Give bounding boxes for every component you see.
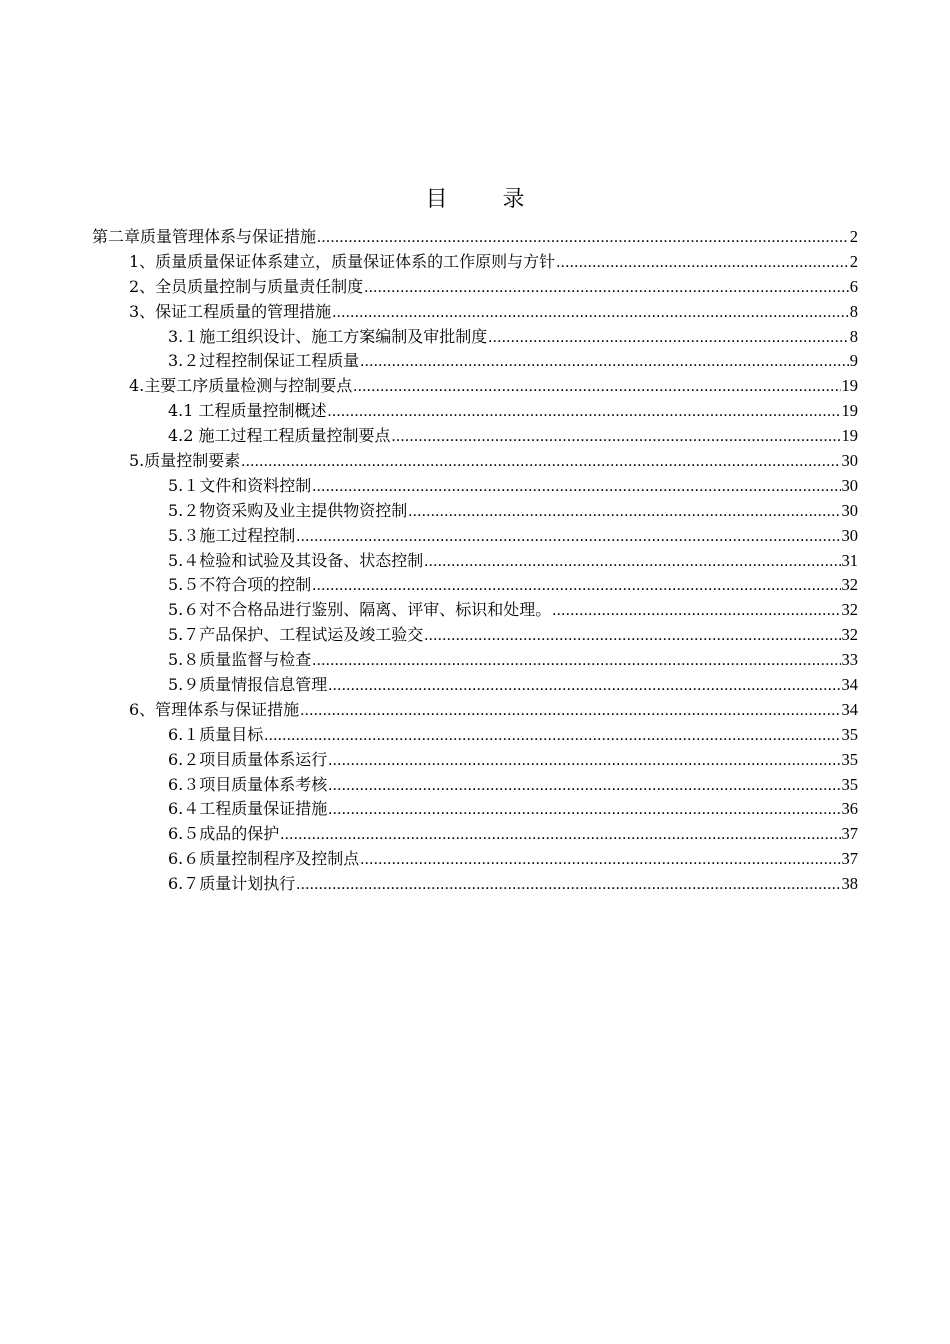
toc-entry[interactable] xyxy=(92,573,858,598)
toc-entry-page-number: 9 xyxy=(849,351,858,371)
toc-entry-page-number: 35 xyxy=(841,774,858,794)
toc-entry[interactable] xyxy=(92,549,858,574)
toc-dot-leader xyxy=(328,774,840,799)
toc-entry-label: 1、质量质量保证体系建立，质量保证体系的工作原则与方针 xyxy=(129,251,556,271)
toc-entry-page-number: 38 xyxy=(841,874,858,894)
toc-entry[interactable] xyxy=(92,374,858,399)
toc-dot-leader xyxy=(300,699,840,724)
toc-entry-page-number: 35 xyxy=(841,724,858,744)
toc-dot-leader xyxy=(312,574,840,599)
toc-entry[interactable] xyxy=(92,250,858,275)
toc-entry-label: 4.1 工程质量控制概述 xyxy=(168,401,327,421)
toc-dot-leader xyxy=(296,873,840,898)
toc-entry-label: 6.３项目质量体系考核 xyxy=(168,774,328,794)
toc-entry-page-number: 32 xyxy=(841,575,858,595)
toc-entry-page-number: 30 xyxy=(841,451,858,471)
toc-entry[interactable] xyxy=(92,773,858,798)
toc-entry-page-number: 32 xyxy=(841,625,858,645)
toc-entry-page-number: 6 xyxy=(849,276,858,296)
toc-entry-page-number: 30 xyxy=(841,475,858,495)
toc-entry-label: 5.８质量监督与检查 xyxy=(168,650,312,670)
toc-dot-leader xyxy=(317,226,849,251)
toc-dot-leader xyxy=(360,848,840,873)
toc-entry-page-number: 2 xyxy=(849,251,858,271)
toc-dot-leader xyxy=(556,251,849,276)
toc-entry-label: 第二章质量管理体系与保证措施 xyxy=(92,227,317,246)
toc-dot-leader xyxy=(328,798,840,823)
toc-entry-label: 4.主要工序质量检测与控制要点 xyxy=(129,376,353,396)
toc-entry[interactable] xyxy=(92,648,858,673)
toc-entry-label: 3、保证工程质量的管理措施 xyxy=(129,301,332,321)
toc-entry-page-number: 19 xyxy=(841,376,858,396)
toc-entry-page-number: 2 xyxy=(849,227,858,246)
toc-entry[interactable] xyxy=(92,748,858,773)
toc-dot-leader xyxy=(264,724,840,749)
toc-dot-leader xyxy=(296,525,840,550)
toc-entry-page-number: 36 xyxy=(841,799,858,819)
toc-dot-leader xyxy=(332,301,849,326)
toc-entry[interactable] xyxy=(92,499,858,524)
toc-entry-page-number: 19 xyxy=(841,401,858,421)
toc-dot-leader xyxy=(241,450,840,475)
toc-entry[interactable] xyxy=(92,474,858,499)
toc-dot-leader xyxy=(360,350,848,375)
toc-entry-page-number: 32 xyxy=(841,600,858,620)
toc-entry-label: 6.２项目质量体系运行 xyxy=(168,749,328,769)
toc-entry[interactable] xyxy=(92,698,858,723)
toc-dot-leader xyxy=(280,823,840,848)
toc-entry-page-number: 37 xyxy=(841,824,858,844)
toc-dot-leader xyxy=(312,649,840,674)
toc-dot-leader xyxy=(552,599,840,624)
toc-entry[interactable] xyxy=(92,797,858,822)
toc-entry-label: 3.１施工组织设计、施工方案编制及审批制度 xyxy=(168,326,488,346)
toc-dot-leader xyxy=(364,276,849,301)
toc-entry[interactable] xyxy=(92,673,858,698)
toc-entry-page-number: 30 xyxy=(841,500,858,520)
toc-entry[interactable] xyxy=(92,424,858,449)
toc-entry-label: 2、全员质量控制与质量责任制度 xyxy=(129,276,364,296)
toc-dot-leader xyxy=(328,749,840,774)
toc-entry-label: 5.３施工过程控制 xyxy=(168,525,296,545)
toc-entry[interactable] xyxy=(92,822,858,847)
toc-entry-page-number: 19 xyxy=(841,426,858,446)
toc-entry-label: 5.质量控制要素 xyxy=(129,451,241,471)
toc-entry[interactable] xyxy=(92,524,858,549)
toc-entry[interactable] xyxy=(92,723,858,748)
toc-entry-label: 5.７产品保护、工程试运及竣工验交 xyxy=(168,625,424,645)
toc-entry-label: 5.９质量情报信息管理 xyxy=(168,675,328,695)
toc-entry-page-number: 34 xyxy=(841,675,858,695)
toc-entry-label: 5.２物资采购及业主提供物资控制 xyxy=(168,500,408,520)
toc-dot-leader xyxy=(488,326,848,351)
toc-entry[interactable] xyxy=(92,449,858,474)
toc-entry[interactable] xyxy=(92,325,858,350)
toc-entry-page-number: 31 xyxy=(841,550,858,570)
toc-entry[interactable] xyxy=(92,349,858,374)
toc-entry-page-number: 33 xyxy=(841,650,858,670)
toc-entry[interactable] xyxy=(92,847,858,872)
table-of-contents xyxy=(92,225,858,897)
toc-entry-label: 6、管理体系与保证措施 xyxy=(129,699,300,719)
toc-entry[interactable] xyxy=(92,225,858,250)
toc-entry-page-number: 35 xyxy=(841,749,858,769)
toc-entry-label: 5.５不符合项的控制 xyxy=(168,575,312,595)
toc-entry-label: 5.６对不合格品进行鉴别、隔离、评审、标识和处理。 xyxy=(168,600,552,620)
toc-entry-label: 6.６质量控制程序及控制点 xyxy=(168,849,360,869)
toc-dot-leader xyxy=(424,624,840,649)
toc-dot-leader xyxy=(328,400,841,425)
toc-entry[interactable] xyxy=(92,300,858,325)
toc-entry-label: 5.４检验和试验及其设备、状态控制 xyxy=(168,550,424,570)
toc-entry-page-number: 37 xyxy=(841,849,858,869)
toc-entry[interactable] xyxy=(92,598,858,623)
toc-entry-label: 5.１文件和资料控制 xyxy=(168,475,312,495)
toc-entry-label: 6.５成品的保护 xyxy=(168,824,280,844)
toc-dot-leader xyxy=(353,375,840,400)
toc-entry-label: 3.２过程控制保证工程质量 xyxy=(168,351,360,371)
toc-dot-leader xyxy=(328,674,840,699)
toc-title: 目 录 xyxy=(425,187,549,212)
toc-entry-label: 6.７质量计划执行 xyxy=(168,874,296,894)
toc-entry-label: 6.１质量目标 xyxy=(168,724,264,744)
toc-entry-page-number: 8 xyxy=(849,301,858,321)
toc-entry-page-number: 30 xyxy=(841,525,858,545)
toc-entry[interactable] xyxy=(92,623,858,648)
toc-entry-label: 4.2 施工过程工程质量控制要点 xyxy=(168,426,391,446)
toc-dot-leader xyxy=(408,500,840,525)
toc-entry[interactable] xyxy=(92,275,858,300)
toc-entry[interactable] xyxy=(92,399,858,424)
toc-entry[interactable] xyxy=(92,872,858,897)
toc-dot-leader xyxy=(312,475,840,500)
toc-entry-page-number: 8 xyxy=(849,326,858,346)
toc-entry-label: 6.４工程质量保证措施 xyxy=(168,799,328,819)
toc-dot-leader xyxy=(392,425,841,450)
toc-entry-page-number: 34 xyxy=(841,699,858,719)
toc-dot-leader xyxy=(424,550,840,575)
